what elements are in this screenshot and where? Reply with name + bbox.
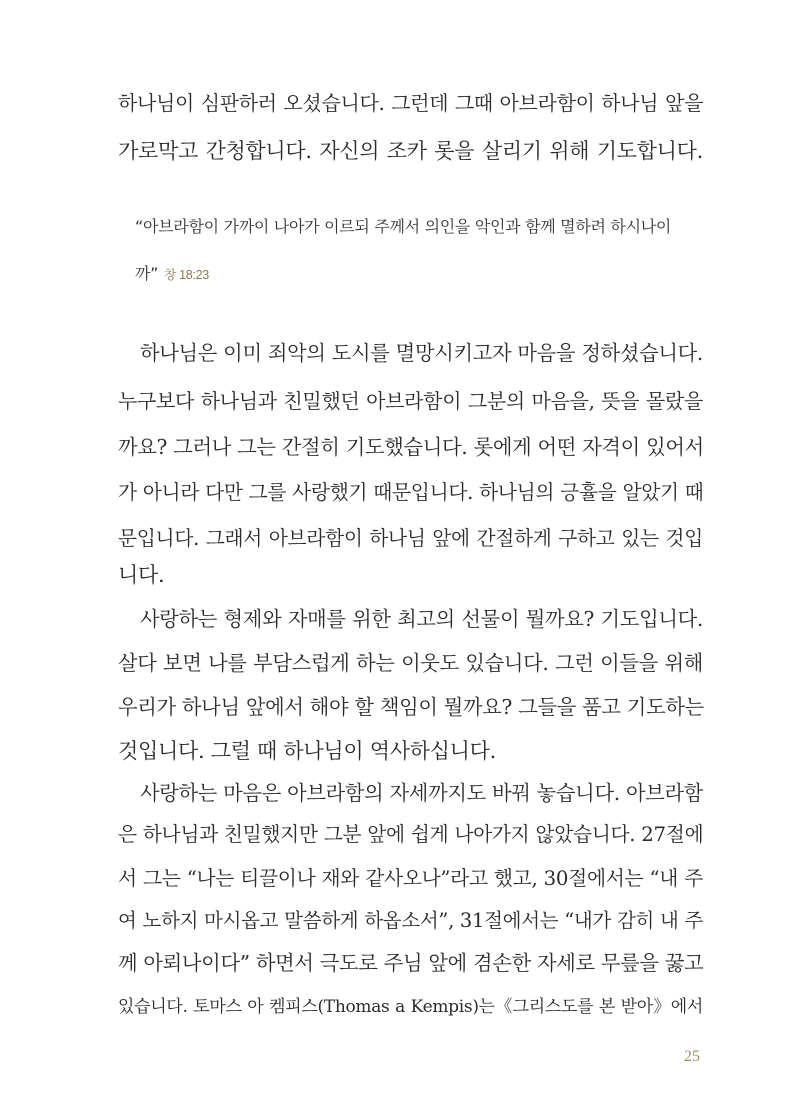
body-line: 은 하나님과 친밀했지만 그분 앞에 쉽게 나아가지 않았습니다. 27절에 [118, 823, 704, 846]
scripture-quote-end: 까” [135, 264, 159, 283]
body-line: 사랑하는 마음은 아브라함의 자세까지도 바꿔 놓습니다. 아브라함 [140, 781, 704, 805]
body-line: 가로막고 간청합니다. 자신의 조카 롯을 살리기 위해 기도합니다. [118, 139, 703, 163]
body-line: 니다. [118, 563, 165, 587]
body-line: 우리가 하나님 앞에서 해야 할 책임이 뭘까요? 그들을 품고 기도하는 [118, 695, 704, 719]
body-line: 서 그는 “나는 티끌이나 재와 같사오나”라고 했고, 30절에서는 “내 주 [118, 867, 703, 890]
body-line: 하나님은 이미 죄악의 도시를 멸망시키고자 마음을 정하셨습니다. [140, 341, 704, 365]
body-line: 누구보다 하나님과 친밀했던 아브라함이 그분의 마음을, 뜻을 몰랐을 [118, 389, 703, 413]
body-line: 까요? 그러나 그는 간절히 기도했습니다. 롯에게 어떤 자격이 있어서 [118, 435, 704, 459]
body-line: 문입니다. 그래서 아브라함이 하나님 앞에 간절하게 구하고 있는 것입 [118, 527, 703, 550]
body-line: 살다 보면 나를 부담스럽게 하는 이웃도 있습니다. 그런 이들을 위해 [118, 651, 703, 675]
scripture-quote-line: “아브라함이 가까이 나아가 이르되 주께서 의인을 악인과 함께 멸하려 하시나이 [135, 217, 672, 236]
scripture-reference: 창 18:23 [164, 268, 209, 282]
body-line: 가 아니라 다만 그를 사랑했기 때문입니다. 하나님의 긍휼을 알았기 때 [118, 481, 704, 504]
body-line: 여 노하지 마시옵고 말씀하게 하옵소서”, 31절에서는 “내가 감히 내 주 [118, 909, 703, 932]
body-line: 있습니다. 토마스 아 켐피스(Thomas a Kempis)는《그리스도를 본 받아》에서 [118, 997, 703, 1017]
body-line: 것입니다. 그럴 때 하나님이 역사하십니다. [118, 739, 497, 763]
scripture-quote-line [135, 262, 695, 287]
page-number: 25 [684, 1048, 700, 1065]
body-line: 하나님이 심판하러 오셨습니다. 그런데 그때 아브라함이 하나님 앞을 [118, 91, 703, 115]
body-line: 께 아뢰나이다” 하면서 극도로 주님 앞에 겸손한 자세로 무릎을 꿇고 [118, 951, 704, 975]
body-line: 사랑하는 형제와 자매를 위한 최고의 선물이 뭘까요? 기도입니다. [140, 607, 703, 631]
